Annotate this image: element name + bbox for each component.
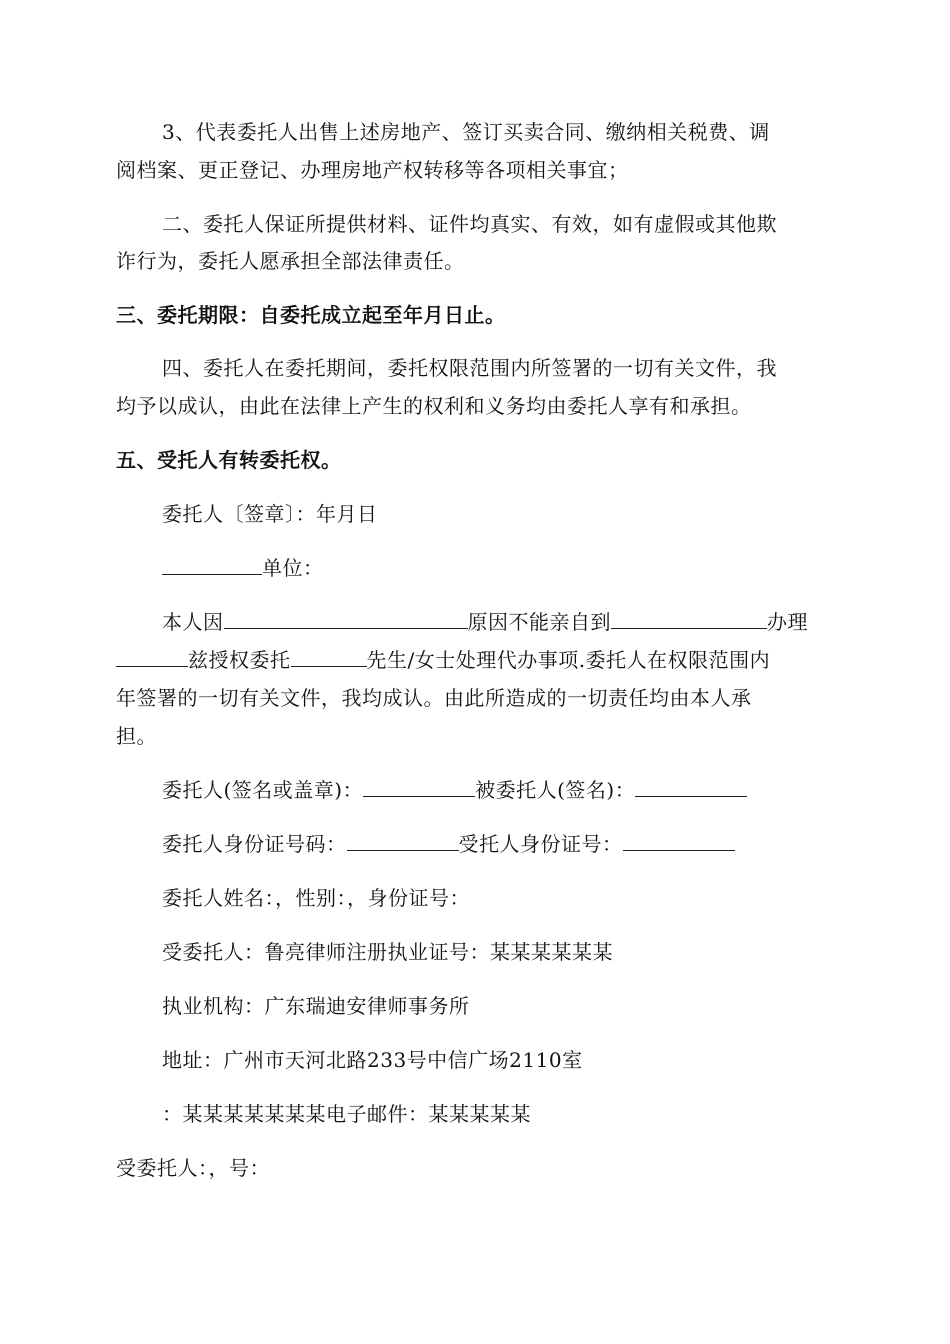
authorization-line: 本人因 原因不能亲自到 办理 [162, 610, 808, 634]
institution-line: 执业机构：广东瑞迪安律师事务所 [162, 994, 470, 1018]
blank-underline [623, 830, 735, 851]
paragraph-line: 年签署的一切有关文件，我均成认。由此所造成的一切责任均由本人承 [116, 686, 752, 710]
contact-line: ：某某某某某某某电子邮件：某某某某某 [162, 1102, 531, 1126]
authorization-line: 兹授权委托 先生/女士处理代办事项.委托人在权限范围内 [116, 646, 770, 674]
unit-line: 单位： [162, 554, 324, 582]
blank-underline [116, 646, 188, 667]
blank-underline [635, 776, 747, 797]
paragraph-line: 诈行为，委托人愿承担全部法律责任。 [116, 249, 465, 273]
section-heading: 五、受托人有转委托权。 [116, 448, 342, 472]
blank-underline [162, 554, 262, 575]
agent-info-line: 受委托人：鲁亮律师注册执业证号：某某某某某某 [162, 940, 613, 964]
id-number-line: 委托人身份证号码： 受托人身份证号： [162, 830, 735, 858]
paragraph-line: 阅档案、更正登记、办理房地产权转移等各项相关事宜； [116, 158, 629, 182]
paragraph-line: 担。 [116, 724, 157, 748]
blank-underline [363, 776, 475, 797]
blank-underline [347, 830, 459, 851]
principal-info-line: 委托人姓名：，性别：，身份证号： [162, 886, 470, 910]
paragraph-line: 3、代表委托人出售上述房地产、签订买卖合同、缴纳相关税费、调 [162, 120, 770, 144]
section-heading: 三、委托期限：自委托成立起至年月日止。 [116, 303, 506, 327]
blank-underline [291, 646, 367, 667]
signature-date-line: 委托人〔签章〕：年月日 [162, 502, 378, 526]
blank-underline [224, 608, 468, 629]
paragraph-line: 四、委托人在委托期间，委托权限范围内所签署的一切有关文件，我 [162, 356, 777, 380]
signature-line: 委托人(签名或盖章)： 被委托人(签名)： [162, 776, 747, 804]
paragraph-line: 二、委托人保证所提供材料、证件均真实、有效，如有虚假或其他欺 [162, 212, 777, 236]
paragraph-line: 均予以成认，由此在法律上产生的权利和义务均由委托人享有和承担。 [116, 394, 752, 418]
blank-underline [611, 608, 767, 629]
address-line: 地址：广州市天河北路233号中信广场2110室 [162, 1048, 583, 1072]
agent-line: 受委托人：，号： [116, 1156, 270, 1180]
